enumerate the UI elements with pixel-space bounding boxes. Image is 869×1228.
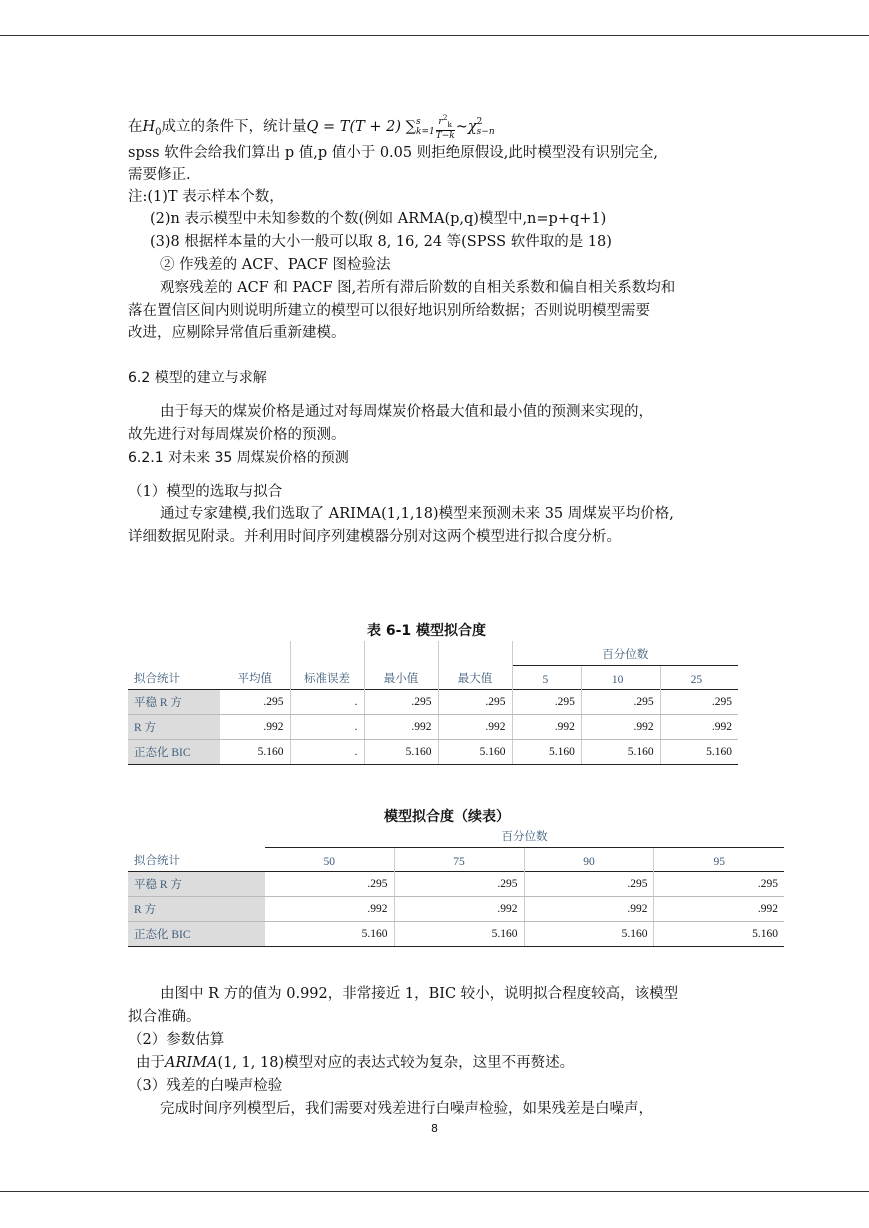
cell: .992 (512, 714, 581, 739)
top-rule (0, 35, 869, 36)
statistic-formula-line: 在$H_0$成立的条件下，统计量Q = T(T + 2) ∑ s k=1 $\frac{r^2_k}{T-k}$ ~χ 2 s−n (128, 113, 495, 141)
cell: .295 (581, 689, 660, 714)
table-row (128, 921, 784, 946)
table-row (128, 896, 784, 921)
body-text: 改进，应剔除异常值后重新建模。 (128, 325, 346, 341)
header-cell: 5 (512, 665, 581, 689)
cell: 5.160 (438, 739, 512, 764)
subsection-heading: （2）参数估算 (128, 1032, 225, 1048)
cell: 5.160 (524, 921, 654, 946)
body-text: 落在置信区间内则说明所建立的模型可以很好地识别所给数据；否则说明模型需要 (128, 303, 650, 319)
cell: 5.160 (394, 921, 524, 946)
cell: .295 (524, 871, 654, 896)
model-fit-table (128, 641, 738, 765)
body-text: 观察残差的 ACF 和 PACF 图,若所有滞后阶数的自相关系数和偏自相关系数均和 (160, 280, 676, 296)
row-label: R 方 (128, 714, 220, 739)
cell: .295 (660, 689, 738, 714)
cell: .295 (438, 689, 512, 714)
cell: . (290, 689, 364, 714)
body-text: 拟合准确。 (128, 1009, 201, 1025)
body-text: 通过专家建模,我们选取了 ARIMA(1,1,18)模型来预测未来 35 周煤炭平均价格, (160, 506, 674, 522)
row-label: 平稳 R 方 (128, 689, 220, 714)
row-label: 正态化 BIC (128, 739, 220, 764)
method-heading: ② 作残差的 ACF、PACF 图检验法 (160, 257, 391, 273)
percentile-group-header: 百分位数 (512, 641, 738, 665)
header-cell: 标准误差 (290, 665, 364, 689)
cell: .295 (265, 871, 394, 896)
header-cell: 平均值 (237, 672, 272, 685)
cell: .992 (438, 714, 512, 739)
percentile-group-header: 百分位数 (501, 830, 548, 843)
body-text: 由于ARIMA(1, 1, 18)模型对应的表达式较为复杂，这里不再赘述。 (136, 1055, 575, 1071)
cell: .992 (581, 714, 660, 739)
cell: .295 (364, 689, 438, 714)
header-cell: 拟合统计 (134, 854, 180, 867)
header-cell: 90 (524, 847, 654, 871)
header-cell: 95 (654, 847, 784, 871)
cell: .295 (220, 689, 290, 714)
table-row (128, 871, 784, 896)
note-line: (2)n 表示模型中未知参数的个数(例如 ARMA(p,q)模型中,n=p+q+1) (150, 211, 607, 227)
body-text: 需要修正. (128, 167, 191, 183)
table-caption: 表 6-1 模型拟合度 (367, 623, 487, 639)
cell: 5.160 (654, 921, 784, 946)
body-text: spss 软件会给我们算出 p 值,p 值小于 0.05 则拒绝原假设,此时模型没有识别完全, (128, 145, 658, 161)
row-label: R 方 (128, 896, 265, 921)
row-label: 平稳 R 方 (128, 871, 265, 896)
cell: .992 (660, 714, 738, 739)
body-text: 故先进行对每周煤炭价格的预测。 (128, 427, 346, 443)
body-text: 由于每天的煤炭价格是通过对每周煤炭价格最大值和最小值的预测来实现的， (160, 404, 653, 420)
cell: .295 (394, 871, 524, 896)
model-fit-table-continued (128, 827, 784, 947)
table-row (128, 689, 738, 714)
cell: .992 (364, 714, 438, 739)
table-caption: 模型拟合度（续表） (384, 809, 510, 825)
cell: .295 (512, 689, 581, 714)
cell: .992 (220, 714, 290, 739)
cell: . (290, 739, 364, 764)
cell: .992 (524, 896, 654, 921)
header-cell: 25 (660, 665, 738, 689)
note-line: 注:(1)T 表示样本个数， (128, 189, 284, 205)
body-text: 由图中 R 方的值为 0.992，非常接近 1，BIC 较小，说明拟合程度较高，该模型 (160, 986, 679, 1002)
header-cell: 75 (394, 847, 524, 871)
subsection-heading: （1）模型的选取与拟合 (128, 484, 283, 500)
table-row (128, 714, 738, 739)
header-cell: 拟合统计 (134, 672, 180, 685)
section-heading-6-2: 6.2 模型的建立与求解 (128, 370, 267, 386)
cell: .295 (654, 871, 784, 896)
note-line: (3)8 根据样本量的大小一般可以取 8, 16, 24 等(SPSS 软件取的是 18) (150, 234, 612, 250)
table-row (128, 739, 738, 764)
header-cell: 50 (265, 847, 394, 871)
body-text: 详细数据见附录。并利用时间序列建模器分别对这两个模型进行拟合度分析。 (128, 529, 621, 545)
cell: 5.160 (512, 739, 581, 764)
bottom-rule (0, 1191, 869, 1192)
cell: 5.160 (581, 739, 660, 764)
cell: .992 (654, 896, 784, 921)
subsection-heading: （3）残差的白噪声检验 (128, 1078, 283, 1094)
cell: 5.160 (220, 739, 290, 764)
cell: .992 (265, 896, 394, 921)
page-number: 8 (431, 1122, 438, 1135)
body-text: 完成时间序列模型后，我们需要对残差进行白噪声检验，如果残差是白噪声， (160, 1101, 653, 1117)
cell: 5.160 (265, 921, 394, 946)
header-cell: 最大值 (438, 665, 512, 689)
cell: .992 (394, 896, 524, 921)
cell: 5.160 (364, 739, 438, 764)
section-heading-6-2-1: 6.2.1 对未来 35 周煤炭价格的预测 (128, 450, 349, 466)
header-cell: 最小值 (364, 665, 438, 689)
header-cell: 10 (581, 665, 660, 689)
row-label: 正态化 BIC (128, 921, 265, 946)
cell: 5.160 (660, 739, 738, 764)
cell: . (290, 714, 364, 739)
